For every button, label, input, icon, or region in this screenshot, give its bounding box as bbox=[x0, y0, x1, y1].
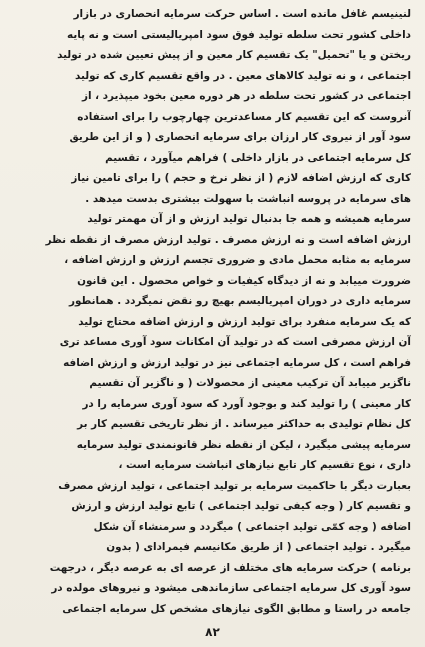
text-line: لنينيسم غافل مانده است . اساس حرکت سرمايه انحصاری در بازار bbox=[73, 8, 411, 20]
text-line: فراهم است ، کل سرمايه اجتماعی نيز در توليد ارزش و ارزش اضافه bbox=[63, 356, 411, 369]
body-text bbox=[12, 4, 411, 619]
text-line: داری ، نوع تقسيم کار تابع نيازهای انباشت سرمايه است ، bbox=[118, 459, 411, 471]
text-line: ارزش اضافه است و نه ارزش مصرف . توليد ارزش مصرف از نقطه نظر bbox=[45, 233, 411, 246]
text-line: جامعه در راستا و مطابق الگوی نيازهای مشخص کل سرمايه اجتماعی bbox=[62, 602, 411, 615]
text-line: کل نظام توليدی به حداکثر ميرساند . از نظر تاريخی تقسيم کار بر bbox=[77, 418, 411, 430]
text-line: سرمايه داری در دوران امپرياليسم بهيچ رو نقض نميگردد . همانطور bbox=[69, 295, 411, 307]
text-line: کل سرمايه اجتماعی در بازار داخلی ) فراهم ميآورد ، تقسيم bbox=[105, 151, 411, 164]
text-line: سرمايه به مثابه محمل مادی و ضروری تجسم ارزش و ارزش اضافه ، bbox=[64, 254, 411, 266]
text-line: ريختن و يا "تحميل" يک تقسيم کار معين و از پيش تعيين شده در توليد bbox=[57, 49, 411, 61]
text-line: کاری که ارزش اضافه لازم ( از نظر نرخ و حجم ) را برای تامين نياز bbox=[71, 172, 411, 184]
text-line: برنامه ) حرکت سرمايه های مختلف از عرصه ای به عرصه ديگر ، درجهت bbox=[49, 561, 411, 574]
text-line: آن ارزش مصرفی است که در توليد آن امکانات سود آوری مساعد تری bbox=[59, 336, 411, 348]
text-line: های سرمايه در پروسه انباشت با سهولت بيشتری بدست ميدهد . bbox=[85, 192, 411, 205]
text-line: اجتماعی در کشور تحت سلطه در هر دوره معين بخود ميپذيرد ، از bbox=[82, 90, 411, 102]
text-line: سرمايه پيشی ميگيرد ، ليکن از نقطه نظر قانونمندی توليد سرمايه bbox=[76, 438, 411, 451]
text-line: اجتماعی ، و نه توليد کالاهای معين . در واقع تقسيم کاری که توليد bbox=[74, 69, 411, 82]
text-line: ميگيرد . توليد اجتماعی ( از طريق مکانيسم فيمرادای ( بدون bbox=[106, 541, 411, 553]
text-line: سود آور از نيروی کار ارزان برای سرمايه انحصاری ( و از اين طريق bbox=[69, 131, 411, 143]
text-line: سرمايه هميشه و همه جا بدنبال توليد ارزش و از آن مهمتر توليد bbox=[87, 213, 411, 225]
text-line: سود آوری کل سرمايه اجتماعی سازماندهی ميشود و نيروهای مولده در bbox=[51, 582, 411, 594]
text-line: آنروست که اين تقسيم کار مساعدترين چهارچوب را برای استفاده bbox=[77, 110, 411, 123]
text-line: ضرورت مييابد و نه از ديدگاه کيفيات و خواص محصول . اين قانون bbox=[77, 274, 411, 287]
text-line: که يک سرمايه منفرد برای توليد ارزش و ارزش اضافه محتاج توليد bbox=[78, 315, 411, 328]
text-line: اضافه ( وجه کمّی توليد اجتماعی ) ميگردد و سرمنشاء آن شکل bbox=[93, 520, 411, 533]
text-line: و تقسيم کار ( وجه کيفی توليد اجتماعی ) تابع توليد ارزش و ارزش bbox=[71, 500, 411, 512]
text-line: کار معينی ) را توليد کند و بوجود آورد که سود آوری سرمايه را در bbox=[82, 397, 411, 410]
page-number: ۸۲ bbox=[205, 625, 220, 639]
text-line: ناگزير مييابد آن ترکيب معينی از محصولات ( و ناگزير آن تقسيم bbox=[89, 377, 411, 389]
text-line: داخلی کشور تحت سلطه توليد فوق سود امپرياليستی است و نه پايه bbox=[67, 28, 411, 41]
text-line: بعبارت ديگر با حاکميت سرمايه بر توليد اجتماعی ، توليد ارزش مصرف bbox=[58, 479, 411, 492]
